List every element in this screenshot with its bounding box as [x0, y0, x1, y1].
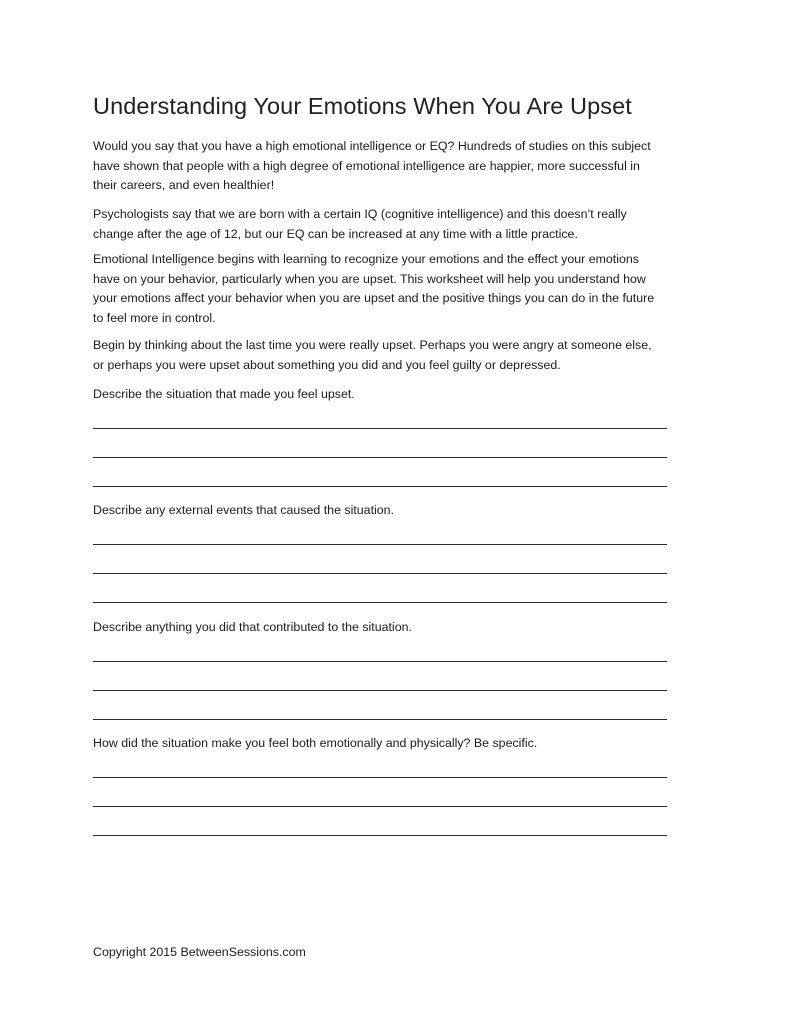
paragraph-line: Emotional Intelligence begins with learning to recognize your emotions and the effect your emotions	[93, 252, 639, 266]
paragraph-line: have shown that people with a high degree of emotional intelligence are happier, more successful in	[93, 158, 640, 173]
question-4-answer-line-1[interactable]	[93, 777, 667, 778]
copyright-footer: Copyright 2015 BetweenSessions.com	[93, 945, 306, 959]
question-2-answer-line-3[interactable]	[93, 602, 667, 603]
question-1-answer-line-3[interactable]	[93, 486, 667, 487]
paragraph-line: or perhaps you were upset about something you did and you feel guilty or depressed.	[93, 357, 561, 372]
question-2-answer-line-1[interactable]	[93, 544, 667, 545]
page-title: Understanding Your Emotions When You Are Upset	[93, 93, 632, 119]
question-3-answer-line-1[interactable]	[93, 661, 667, 662]
intro-paragraph-3	[93, 250, 693, 328]
intro-paragraph-2	[93, 205, 693, 244]
intro-paragraph-1	[93, 137, 693, 196]
question-1-answer-line-2[interactable]	[93, 457, 667, 458]
paragraph-line: Begin by thinking about the last time you were really upset. Perhaps you were angry at someone else,	[93, 338, 652, 352]
question-4-label: How did the situation make you feel both emotionally and physically? Be specific.	[93, 736, 538, 750]
paragraph-line: your emotions affect your behavior when you are upset and the positive things you can do in the future	[93, 291, 655, 306]
question-3-answer-line-3[interactable]	[93, 719, 667, 720]
intro-paragraph-4	[93, 336, 693, 375]
paragraph-line: Psychologists say that we are born with a certain IQ (cognitive intelligence) and this doesn’t really	[93, 207, 627, 221]
paragraph-line: change after the age of 12, but our EQ can be increased at any time with a little practice.	[93, 226, 578, 241]
question-2-label: Describe any external events that caused the situation.	[93, 503, 394, 517]
paragraph-line: have on your behavior, particularly when you are upset. This worksheet will help you understand how	[93, 271, 646, 286]
question-1-answer-line-1[interactable]	[93, 428, 667, 429]
question-1-label: Describe the situation that made you feel upset.	[93, 387, 355, 401]
question-4-answer-line-3[interactable]	[93, 835, 667, 836]
question-3-answer-line-2[interactable]	[93, 690, 667, 691]
question-2-answer-line-2[interactable]	[93, 573, 667, 574]
question-4-answer-line-2[interactable]	[93, 806, 667, 807]
question-3-label: Describe anything you did that contributed to the situation.	[93, 620, 412, 634]
paragraph-line: Would you say that you have a high emotional intelligence or EQ? Hundreds of studies on this subject	[93, 139, 651, 153]
paragraph-line: their careers, and even healthier!	[93, 178, 275, 193]
paragraph-line: to feel more in control.	[93, 310, 216, 325]
